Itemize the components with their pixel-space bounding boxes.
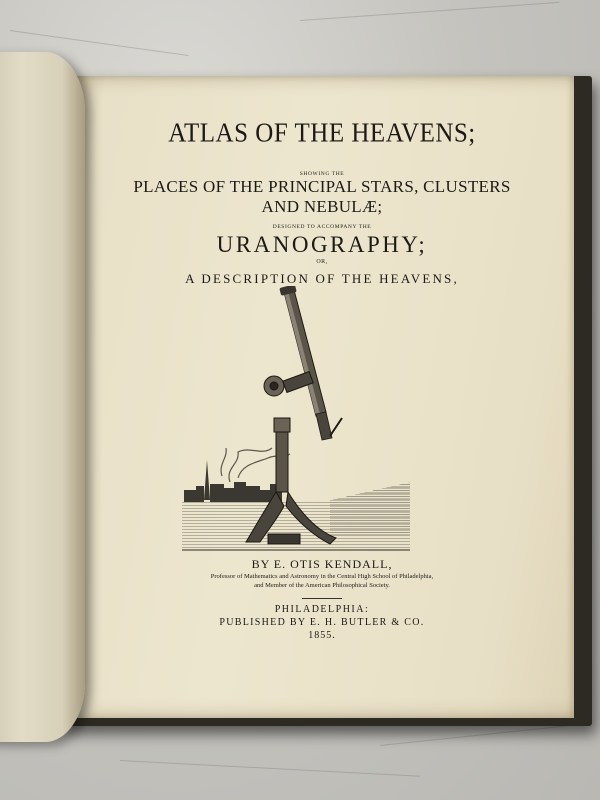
publisher-line: PUBLISHED BY E. H. BUTLER & CO. [219,617,425,628]
subtitle-line-1: PLACES OF THE PRINCIPAL STARS, CLUSTERS [133,177,511,196]
author-title-line-1: Professor of Mathematics and Astronomy in the Central High School of Philadelphia, [210,573,434,580]
book-title: ATLAS OF THE HEAVENS; [168,118,476,149]
subtitle [70,177,574,217]
left-page-curl [0,52,85,742]
author-title-line-2: and Member of the American Philosophical Society. [254,582,390,589]
marble-vein [120,760,420,777]
marble-vein [300,2,559,21]
telescope-engraving [180,286,412,556]
divider-rule [302,598,342,599]
publication-year: 1855. [308,630,336,641]
publication-city: PHILADELPHIA: [274,604,370,615]
marble-vein [380,724,579,746]
or-line: OR, [316,259,328,265]
title-page [70,76,574,718]
main-work-title: URANOGRAPHY; [216,232,428,257]
telescope-tube [279,286,342,440]
designed-line: DESIGNED TO ACCOMPANY THE [272,224,372,230]
showing-line: SHOWING THE [299,171,345,177]
subtitle-line-2: AND NEBULÆ; [261,197,383,216]
author-line: BY E. OTIS KENDALL, [251,557,393,571]
description-line: A DESCRIPTION OF THE HEAVENS, [185,271,459,286]
